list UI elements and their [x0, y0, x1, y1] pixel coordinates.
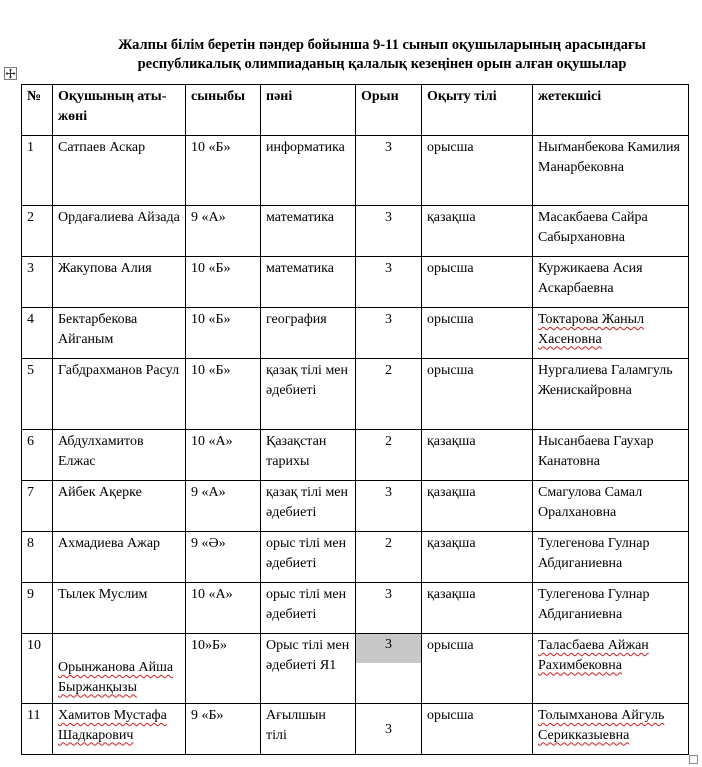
cell-supervisor: Ныґманбекова Камилия Манарбековна: [533, 136, 689, 206]
cell-supervisor: Тулегенова Гулнар Абдиганиевна: [533, 532, 689, 583]
cell-place: 3: [356, 136, 422, 206]
cell-place: [356, 634, 422, 704]
header-subject: пәні: [261, 85, 356, 136]
title-line-1: Жалпы білім беретін пәндер бойынша 9-11 сынып оқушыларының арасындағы: [118, 37, 646, 53]
header-place: Орын: [356, 85, 422, 136]
cell-subject: информатика: [261, 136, 356, 206]
cell-supervisor: Масакбаева Сайра Сабырхановна: [533, 206, 689, 257]
cell-place: 3: [356, 481, 422, 532]
cell-supervisor: [533, 634, 689, 704]
cell-grade: 10 «А»: [186, 583, 261, 634]
cell-subject: орыс тілі мен әдебиеті: [261, 532, 356, 583]
cell-num: 10: [22, 634, 53, 704]
cell-grade: 9 «Б»: [186, 704, 261, 755]
cell-language: қазақша: [422, 481, 533, 532]
cell-num: 1: [22, 136, 53, 206]
cell-num: 2: [22, 206, 53, 257]
cell-name: [53, 634, 186, 704]
cell-subject: Қазақстан тарихы: [261, 430, 356, 481]
cell-name: Ахмадиева Ажар: [53, 532, 186, 583]
cell-grade: 9 «А»: [186, 481, 261, 532]
place-highlight: 3: [356, 634, 421, 663]
cell-place: 2: [356, 430, 422, 481]
table-row: [22, 308, 689, 359]
cell-num: 3: [22, 257, 53, 308]
cell-name: Бектарбекова Айганым: [53, 308, 186, 359]
cell-supervisor: Смагулова Самал Оралхановна: [533, 481, 689, 532]
supervisor-text: Токтарова Жаныл Хасеновна: [538, 312, 645, 347]
cell-supervisor: Тулегенова Гулнар Абдиганиевна: [533, 583, 689, 634]
cell-language: қазақша: [422, 583, 533, 634]
cell-name: Тылек Муслим: [53, 583, 186, 634]
cell-supervisor: Куржикаева Асия Аскарбаевна: [533, 257, 689, 308]
cell-num: 4: [22, 308, 53, 359]
cell-num: 7: [22, 481, 53, 532]
cell-name: Айбек Ақерке: [53, 481, 186, 532]
table-resize-handle-icon[interactable]: [689, 755, 698, 764]
title-line-2: республикалық олимпиаданың қалалық кезеңінен орын алған оқушылар: [137, 56, 627, 72]
cell-place: 3: [356, 583, 422, 634]
cell-subject: орыс тілі мен әдебиеті: [261, 583, 356, 634]
cell-subject: қазақ тілі мен әдебиеті: [261, 481, 356, 532]
supervisor-text: Таласбаева Айжан Рахимбековна: [538, 638, 649, 673]
table-row: [22, 481, 689, 532]
header-supervisor: жетекшісі: [533, 85, 689, 136]
table-row: [22, 206, 689, 257]
table-move-handle-icon[interactable]: [4, 67, 17, 80]
cell-place: 3: [356, 308, 422, 359]
cell-name: Сатпаев Аскар: [53, 136, 186, 206]
cell-place: 3: [356, 257, 422, 308]
cell-name: Габдрахманов Расул: [53, 359, 186, 430]
header-grade: сыныбы: [186, 85, 261, 136]
cell-supervisor: Нысанбаева Гаухар Канатовна: [533, 430, 689, 481]
cell-language: орысша: [422, 136, 533, 206]
cell-grade: 10 «Б»: [186, 359, 261, 430]
cell-supervisor: [533, 704, 689, 755]
cell-grade: 10»Б»: [186, 634, 261, 704]
cell-grade: 9 «Ә»: [186, 532, 261, 583]
supervisor-text: Толымханова Айгуль Серикказыевна: [538, 708, 665, 743]
cell-place: 3: [356, 704, 422, 755]
cell-subject: математика: [261, 257, 356, 308]
header-num: №: [22, 85, 53, 136]
cell-language: орысша: [422, 634, 533, 704]
cell-num: 9: [22, 583, 53, 634]
name-text: Хамитов Мустафа Шадкарович: [58, 708, 167, 743]
cell-supervisor: Нургалиева Галамгуль Женискайровна: [533, 359, 689, 430]
cell-language: қазақша: [422, 532, 533, 583]
cell-num: 6: [22, 430, 53, 481]
cell-grade: 9 «А»: [186, 206, 261, 257]
document-title: [0, 36, 702, 74]
cell-language: орысша: [422, 359, 533, 430]
cell-grade: 10 «Б»: [186, 257, 261, 308]
cell-place: 2: [356, 532, 422, 583]
table-row: [22, 136, 689, 206]
cell-name: [53, 704, 186, 755]
cell-num: 11: [22, 704, 53, 755]
cell-language: орысша: [422, 257, 533, 308]
cell-place: 3: [356, 206, 422, 257]
table-row: [22, 430, 689, 481]
cell-subject: қазақ тілі мен әдебиеті: [261, 359, 356, 430]
results-table: [21, 84, 689, 755]
cell-num: 5: [22, 359, 53, 430]
cell-language: қазақша: [422, 430, 533, 481]
table-row: [22, 634, 689, 704]
cell-language: қазақша: [422, 206, 533, 257]
cell-place: 2: [356, 359, 422, 430]
cell-language: орысша: [422, 308, 533, 359]
cell-subject: Орыс тілі мен әдебиеті Я1: [261, 634, 356, 704]
header-name: Оқушының аты-жөні: [53, 85, 186, 136]
cell-subject: география: [261, 308, 356, 359]
cell-language: орысша: [422, 704, 533, 755]
cell-supervisor: [533, 308, 689, 359]
cell-subject: математика: [261, 206, 356, 257]
cell-grade: 10 «А»: [186, 430, 261, 481]
table-row: [22, 704, 689, 755]
cell-grade: 10 «Б»: [186, 136, 261, 206]
table-header-row: [22, 85, 689, 136]
table-row: [22, 257, 689, 308]
table-row: [22, 359, 689, 430]
cell-subject: Ағылшын тілі: [261, 704, 356, 755]
header-language: Оқыту тілі: [422, 85, 533, 136]
name-text: Орынжанова Айша Быржанқызы: [58, 660, 174, 695]
cell-name: Жакупова Алия: [53, 257, 186, 308]
cell-name: Абдулхамитов Елжас: [53, 430, 186, 481]
cell-num: 8: [22, 532, 53, 583]
table-row: [22, 583, 689, 634]
cell-grade: 10 «Б»: [186, 308, 261, 359]
table-row: [22, 532, 689, 583]
cell-name: Ордағалиева Айзада: [53, 206, 186, 257]
